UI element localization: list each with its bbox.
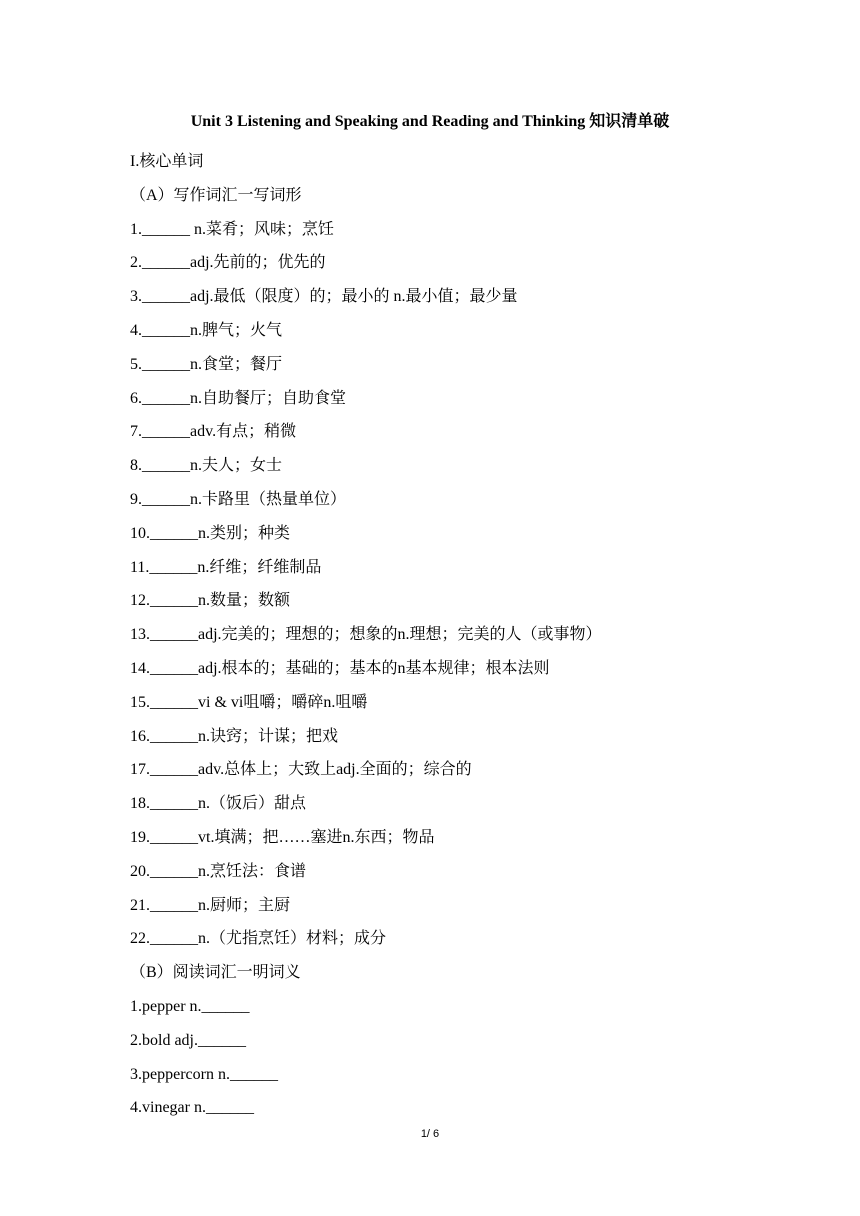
vocab-item: 13.______adj.完美的；理想的；想象的n.理想；完美的人（或事物） — [130, 626, 602, 644]
vocab-item: 4.______n.脾气；火气 — [130, 321, 283, 339]
subsection-heading: （B）阅读词汇一明词义 — [130, 964, 301, 982]
vocab-item: 9.______n.卡路里（热量单位） — [130, 490, 347, 508]
vocab-item: 22.______n.（尤指烹饪）材料；成分 — [130, 930, 387, 948]
vocab-item: 5.______n.食堂；餐厅 — [130, 355, 283, 373]
vocab-item: 12.______n.数量；数额 — [130, 592, 291, 610]
vocab-item: 19.______vt.填满；把……塞进n.东西；物品 — [130, 828, 435, 846]
document-title: Unit 3 Listening and Speaking and Reading and Thinking 知识清单破 — [190, 113, 670, 130]
vocab-item: 8.______n.夫人；女士 — [130, 457, 283, 475]
page-number: 1/ 6 — [420, 1128, 440, 1140]
vocab-item: 1.______ n.菜肴；风味；烹饪 — [130, 220, 335, 238]
vocab-item: 15.______vi & vi咀嚼；嚼碎n.咀嚼 — [130, 693, 368, 711]
vocab-item: 16.______n.诀窍；计谋；把戏 — [130, 727, 339, 745]
vocab-item: 3.peppercorn n.______ — [130, 1065, 278, 1083]
vocab-item: 6.______n.自助餐厅；自助食堂 — [130, 389, 347, 407]
vocab-item: 21.______n.厨师；主厨 — [130, 896, 291, 914]
vocab-item: 11.______n.纤维；纤维制品 — [130, 558, 322, 576]
vocab-item: 7.______adv.有点；稍微 — [130, 423, 297, 441]
vocab-item: 18.______n.（饭后）甜点 — [130, 795, 307, 813]
document-body — [130, 145, 820, 1125]
vocab-item: 14.______adj.根本的；基础的；基本的n基本规律；根本法则 — [130, 659, 550, 677]
vocab-item: 4.vinegar n.______ — [130, 1099, 254, 1117]
vocab-item: 3.______adj.最低（限度）的；最小的 n.最小值；最少量 — [130, 288, 518, 306]
vocab-item: 17.______adv.总体上；大致上adj.全面的；综合的 — [130, 761, 472, 779]
subsection-heading: （A）写作词汇一写词形 — [130, 186, 302, 204]
vocab-item: 20.______n.烹饪法：食谱 — [130, 862, 307, 880]
vocab-item: 10.______n.类别；种类 — [130, 524, 291, 542]
section-heading: I.核心单词 — [130, 153, 204, 170]
vocab-item: 2.______adj.先前的；优先的 — [130, 254, 326, 272]
vocab-item: 2.bold adj.______ — [130, 1031, 246, 1049]
vocab-item: 1.pepper n.______ — [130, 997, 250, 1015]
